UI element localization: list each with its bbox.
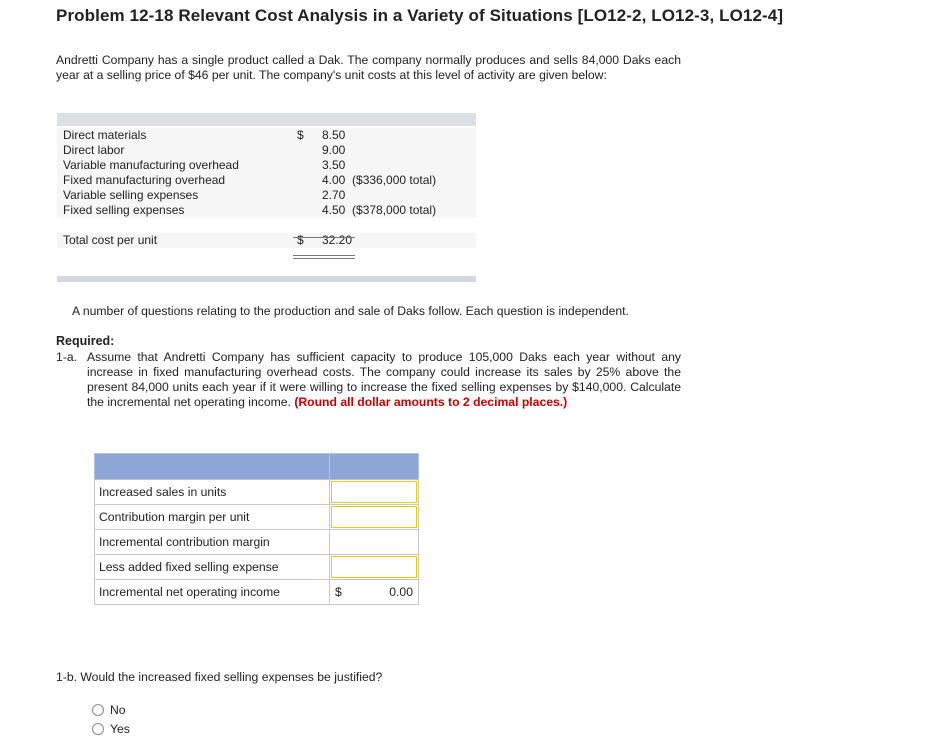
cost-row — [57, 128, 476, 143]
cost-total-label: Total cost per unit — [63, 233, 158, 247]
cost-table-header-bar — [57, 113, 476, 126]
cost-row — [57, 188, 476, 203]
radio-button-no[interactable] — [92, 704, 104, 716]
cost-total-amount: 32.20 — [322, 233, 353, 247]
option-no[interactable] — [92, 703, 126, 717]
answer-table-header — [95, 454, 419, 480]
answer-label: Incremental net operating income — [95, 580, 330, 605]
page-title: Problem 12-18 Relevant Cost Analysis in a Variety of Situations [LO12-2, LO12-3, LO12-4] — [56, 6, 784, 25]
unit-cost-table — [57, 113, 476, 248]
answer-label: Incremental contribution margin — [95, 530, 330, 555]
cost-label: Variable selling expenses — [63, 188, 199, 202]
cost-total-currency: $ — [297, 233, 304, 247]
question-number: 1-a. — [56, 350, 78, 364]
total-double-underline-bottom — [293, 258, 355, 259]
net-operating-income-value: 0.00 — [389, 585, 413, 599]
required-heading: Required: — [56, 334, 115, 348]
contribution-margin-input[interactable] — [331, 506, 417, 528]
cost-label: Fixed manufacturing overhead — [63, 173, 226, 187]
questions-lead: A number of questions relating to the production and sale of Daks follow. Each question is independent. — [72, 304, 629, 318]
answer-row — [95, 480, 419, 505]
answer-label: Contribution margin per unit — [95, 505, 330, 530]
problem-intro: Andretti Company has a single product called a Dak. The company normally produces and sells 84,000 Daks each year at a selling price of $46 per unit. The company's unit costs at this level of activity are given below: — [56, 53, 681, 82]
cost-row — [57, 143, 476, 158]
cost-amount: 4.50 — [322, 203, 346, 217]
radio-button-yes[interactable] — [92, 723, 104, 735]
answer-row — [95, 555, 419, 580]
cost-amount: 8.50 — [322, 128, 346, 142]
net-operating-income-cell — [330, 580, 419, 605]
cost-label: Direct labor — [63, 143, 125, 157]
cost-amount: 2.70 — [322, 188, 346, 202]
cost-amount: 3.50 — [322, 158, 346, 172]
cost-row — [57, 173, 476, 188]
answer-table — [94, 453, 419, 605]
answer-row — [95, 505, 419, 530]
cost-row — [57, 158, 476, 173]
added-fixed-selling-input[interactable] — [331, 556, 417, 578]
cost-note: ($378,000 total) — [352, 203, 437, 217]
question-text: Assume that Andretti Company has sufficient capacity to produce 105,000 Daks each year without any increase in fixed manufacturing overhead costs. The company could increase its sales by 25% above the present 84,000 units each year if it were willing to increase the fixed selling expenses by $140,000. Calculate the incremental net operating income. — [87, 350, 681, 409]
cost-row — [57, 203, 476, 218]
option-yes-label: Yes — [110, 722, 130, 736]
cost-label: Direct materials — [63, 128, 147, 142]
option-no-label: No — [110, 703, 126, 717]
cost-currency: $ — [297, 128, 304, 142]
rounding-note: (Round all dollar amounts to 2 decimal places.) — [294, 395, 568, 409]
cost-amount: 9.00 — [322, 143, 346, 157]
cost-amount: 4.00 — [322, 173, 346, 187]
cost-label: Fixed selling expenses — [63, 203, 185, 217]
answer-label: Increased sales in units — [95, 480, 330, 505]
net-operating-income-currency: $ — [335, 585, 342, 599]
cost-table-footer-bar — [57, 276, 476, 282]
question-1b: 1-b. Would the increased fixed selling expenses be justified? — [56, 670, 383, 684]
total-double-underline-top — [293, 255, 355, 256]
increased-sales-input[interactable] — [331, 481, 417, 503]
answer-label: Less added fixed selling expense — [95, 555, 330, 580]
answer-row — [95, 580, 419, 605]
incremental-cm-cell — [330, 530, 419, 555]
cost-note: ($336,000 total) — [352, 173, 437, 187]
cost-label: Variable manufacturing overhead — [63, 158, 239, 172]
total-underline — [293, 237, 355, 238]
answer-row — [95, 530, 419, 555]
cost-total-row — [57, 233, 476, 248]
question-1a — [56, 350, 681, 410]
option-yes[interactable] — [92, 722, 130, 736]
